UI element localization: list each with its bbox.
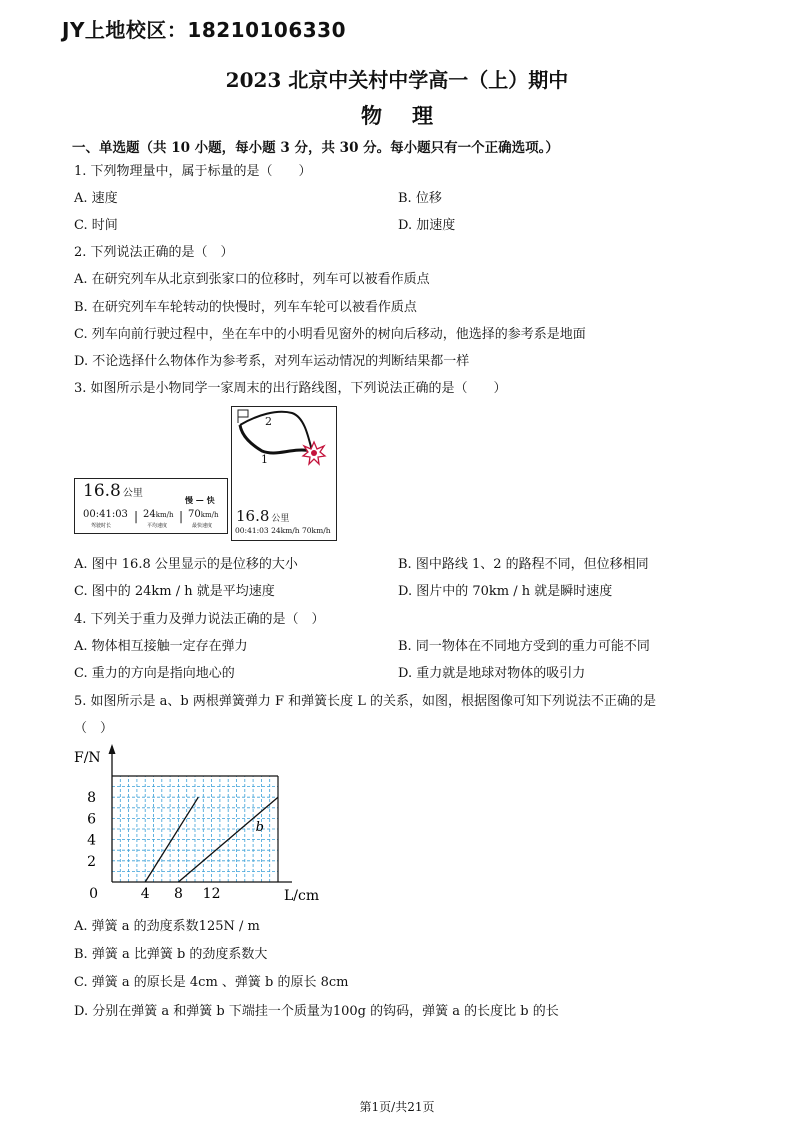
q5-option-c: C. 弹簧 a 的原长是 4cm 、弹簧 b 的原长 8cm (74, 975, 349, 990)
series-label-b: b (255, 820, 264, 836)
route-1-label: 1 (261, 453, 268, 466)
header-contact: JY上地校区：18210106330 (62, 18, 346, 42)
q1-option-b: B. 位移 (398, 191, 442, 206)
y-axis-arrow (109, 744, 116, 754)
q4-option-b: B. 同一物体在不同地方受到的重力可能不同 (398, 639, 650, 654)
trip-stats-panel: 16.8 公里 慢 — 快 00:41:03 驾驶时长 | 24km/h 平均速度 | 70km/h 最快速度 (74, 478, 228, 534)
y-axis-label: F/N (74, 750, 101, 766)
q1-option-a: A. 速度 (74, 191, 118, 206)
map-stats: 00:41:03 24km/h 70km/h (235, 526, 331, 535)
q2-option-d: D. 不论选择什么物体作为参考系，对列车运动情况的判断结果都一样 (74, 354, 470, 369)
q4-option-a: A. 物体相互接触一定存在弹力 (74, 639, 248, 654)
y-tick-label: 8 (87, 790, 96, 807)
panel-distance: 16.8 (83, 481, 121, 501)
panel-time: 00:41:03 (83, 509, 128, 520)
y-tick-label: 2 (87, 853, 96, 870)
x-axis-label: L/cm (284, 888, 320, 904)
q1-option-c: C. 时间 (74, 218, 118, 233)
x-tick-label: 12 (202, 886, 221, 902)
q5-option-a: A. 弹簧 a 的劲度系数125N / m (74, 919, 260, 934)
q4-option-c: C. 重力的方向是指向地心的 (74, 666, 235, 681)
start-flag-icon (238, 410, 248, 417)
q5-stem: 5. 如图所示是 a、b 两根弹簧弹力 F 和弹簧长度 L 的关系，如图，根据图像可知下列说法不正确的是 (74, 694, 657, 709)
q3-option-c: C. 图中的 24km / h 就是平均速度 (74, 584, 275, 599)
page-number: 第1页/共21页 (359, 1100, 435, 1114)
destination-burst-icon (303, 442, 325, 464)
q1-option-d: D. 加速度 (398, 218, 456, 233)
route-2-line (240, 412, 312, 451)
panel-distance-unit: 公里 (122, 488, 143, 499)
route-map (231, 406, 337, 541)
route-1-line (240, 425, 312, 453)
q2-stem: 2. 下列说法正确的是（ ） (74, 245, 234, 260)
map-distance: 16.8 (236, 507, 270, 525)
exam-subject: 物理 (361, 103, 463, 128)
section-heading: 一、单选题（共 10 小题，每小题 3 分，共 30 分。每小题只有一个正确选项。） (72, 140, 559, 156)
q3-option-a: A. 图中 16.8 公里显示的是位移的大小 (74, 557, 298, 572)
y-tick-label: 6 (87, 811, 96, 828)
origin-label: 0 (89, 886, 98, 902)
panel-max-speed: 70 (188, 509, 201, 520)
q2-option-c: C. 列车向前行驶过程中，坐在车中的小明看见窗外的树向后移动，他选择的参考系是地面 (74, 327, 586, 342)
q5-option-d: D. 分别在弹簧 a 和弹簧 b 下端挂一个质量为100g 的钩码，弹簧 a 的长度比 b 的长 (74, 1004, 559, 1019)
panel-avg-speed: 24 (143, 509, 156, 520)
q5-answer-paren: （ ） (74, 721, 114, 736)
q5-option-b: B. 弹簧 a 比弹簧 b 的劲度系数大 (74, 947, 268, 962)
x-tick-label: 4 (140, 886, 150, 902)
spring-force-length-chart (70, 740, 330, 908)
map-distance-unit: 公里 (271, 514, 290, 524)
q3-stem: 3. 如图所示是小物同学一家周末的出行路线图，下列说法正确的是（ ） (74, 381, 507, 396)
panel-time-label: 驾驶时长 (91, 523, 112, 529)
panel-speed-scale: 慢 — 快 (185, 495, 215, 505)
q2-option-b: B. 在研究列车车轮转动的快慢时，列车车轮可以被看作质点 (74, 300, 417, 315)
exam-title: 2023 北京中关村中学高一（上）期中 (225, 68, 569, 92)
q4-stem: 4. 下列关于重力及弹力说法正确的是（ ） (74, 612, 325, 627)
q1-stem: 1. 下列物理量中，属于标量的是（ ） (74, 164, 312, 179)
route-2-label: 2 (265, 415, 272, 428)
panel-avg-unit: km/h (155, 511, 174, 519)
panel-max-unit: km/h (200, 511, 219, 519)
panel-max-label: 最快速度 (192, 523, 213, 529)
q3-option-b: B. 图中路线 1、2 的路程不同，但位移相同 (398, 557, 649, 572)
y-tick-label: 4 (87, 832, 96, 849)
panel-avg-label: 平均速度 (147, 523, 168, 529)
x-tick-label: 8 (173, 886, 183, 902)
q4-option-d: D. 重力就是地球对物体的吸引力 (398, 666, 586, 681)
q3-option-d: D. 图片中的 70km / h 就是瞬时速度 (398, 584, 613, 599)
q2-option-a: A. 在研究列车从北京到张家口的位移时，列车可以被看作质点 (74, 272, 430, 287)
